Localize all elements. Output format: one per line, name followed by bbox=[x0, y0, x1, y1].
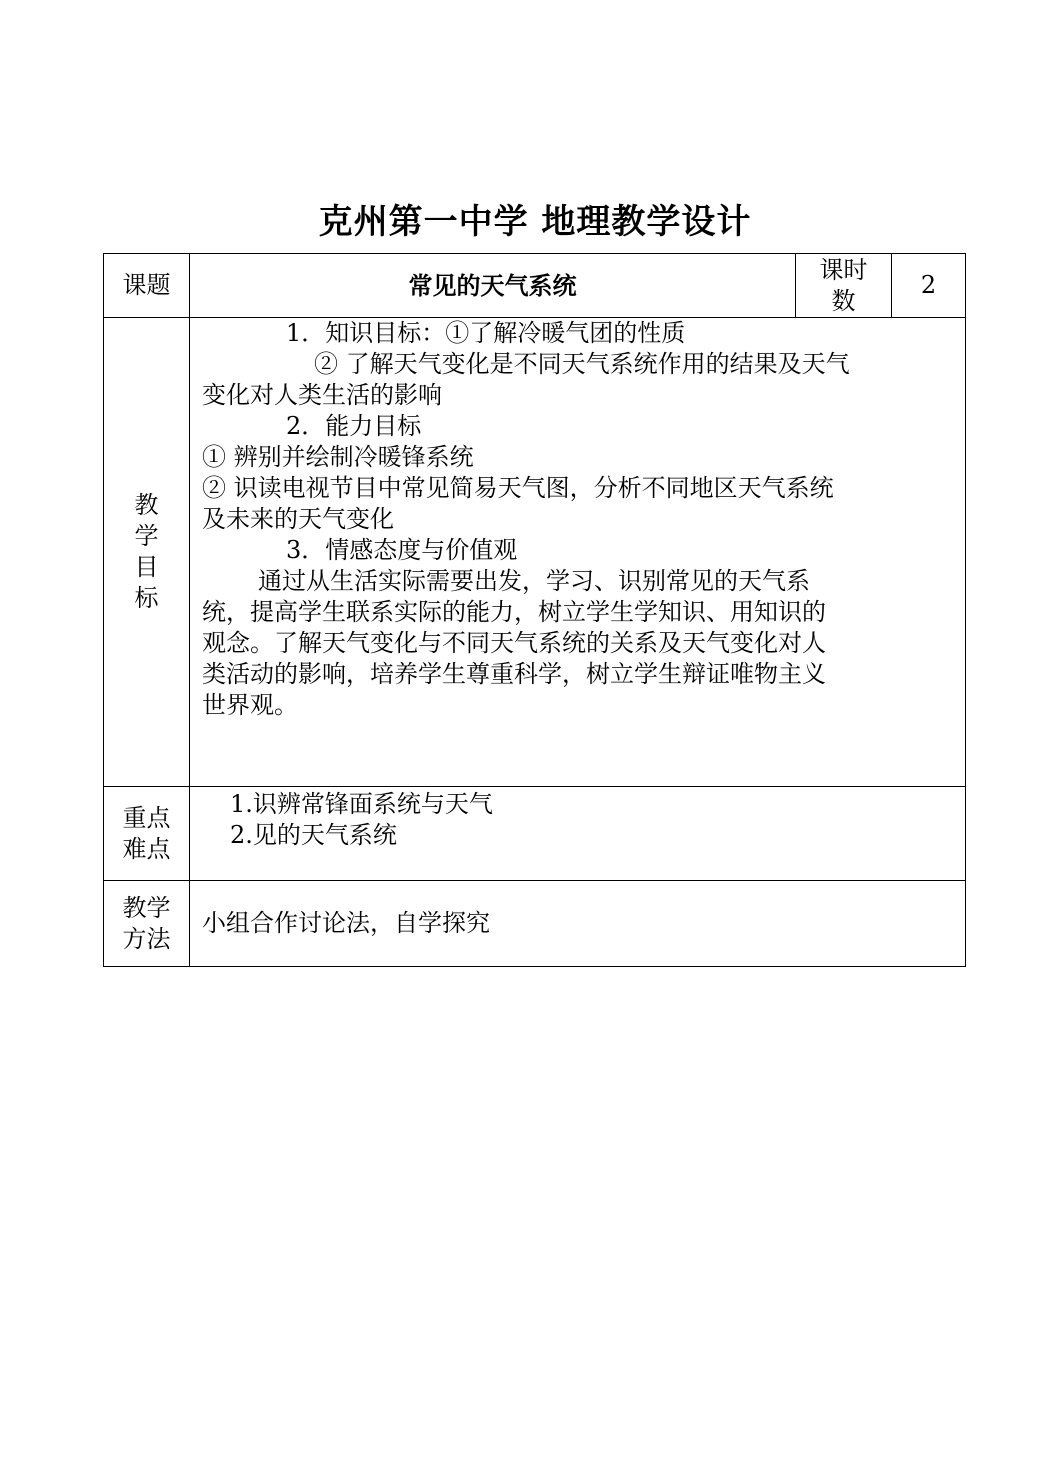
class-hours-label-line2: 数 bbox=[831, 286, 856, 315]
topic-row bbox=[104, 254, 966, 318]
method-label bbox=[104, 881, 190, 967]
goals-label-char: 目 bbox=[134, 553, 159, 581]
method-label-line1: 教学 bbox=[122, 893, 171, 922]
goals-label-char: 学 bbox=[134, 522, 159, 550]
keypoints-label-line2: 难点 bbox=[122, 834, 171, 863]
knowledge-goal-item-continued: 变化对人类生活的影响 bbox=[202, 381, 442, 409]
ability-goal-heading: 2．能力目标 bbox=[286, 412, 422, 440]
lesson-plan-table bbox=[103, 253, 966, 967]
emotion-goal-heading: 3．情感态度与价值观 bbox=[286, 536, 518, 564]
method-value: 小组合作讨论法，自学探究 bbox=[190, 881, 966, 967]
ability-goal-item: ② 识读电视节目中常见简易天气图，分析不同地区天气系统 bbox=[202, 474, 834, 502]
emotion-goal-text: 通过从生活实际需要出发，学习、识别常见的天气系 bbox=[258, 567, 810, 595]
ability-goal-item: ① 辨别并绘制冷暖锋系统 bbox=[202, 443, 474, 471]
keypoints-label bbox=[104, 787, 190, 881]
class-hours-label-line1: 课时 bbox=[819, 255, 868, 284]
goals-content bbox=[190, 318, 966, 787]
emotion-goal-text: 观念。了解天气变化与不同天气系统的关系及天气变化对人 bbox=[202, 629, 826, 657]
method-label-line2: 方法 bbox=[122, 924, 171, 953]
emotion-goal-text: 类活动的影响，培养学生尊重科学，树立学生辩证唯物主义 bbox=[202, 660, 826, 688]
keypoints-label-line1: 重点 bbox=[122, 803, 171, 832]
topic-value: 常见的天气系统 bbox=[190, 254, 796, 318]
keypoints-row bbox=[104, 787, 966, 881]
emotion-goal-text: 统，提高学生联系实际的能力，树立学生学知识、用知识的 bbox=[202, 598, 826, 626]
goals-label bbox=[104, 318, 190, 787]
method-row bbox=[104, 881, 966, 967]
knowledge-goal-item: ② 了解天气变化是不同天气系统作用的结果及天气 bbox=[314, 350, 850, 378]
ability-goal-item-continued: 及未来的天气变化 bbox=[202, 505, 394, 533]
topic-label: 课题 bbox=[104, 254, 190, 318]
goals-row bbox=[104, 318, 966, 787]
class-hours-label bbox=[796, 254, 892, 318]
goals-label-char: 标 bbox=[134, 584, 159, 612]
keypoints-content bbox=[190, 787, 966, 881]
knowledge-goal-heading: 1．知识目标：①了解冷暖气团的性质 bbox=[286, 319, 686, 347]
document-title: 克州第一中学 地理教学设计 bbox=[318, 202, 752, 242]
class-hours-value: 2 bbox=[892, 254, 966, 318]
keypoint-item: 2.见的天气系统 bbox=[230, 821, 397, 849]
goals-label-char: 教 bbox=[134, 491, 159, 519]
emotion-goal-text: 世界观。 bbox=[202, 691, 298, 719]
keypoint-item: 1.识辨常锋面系统与天气 bbox=[230, 790, 493, 818]
